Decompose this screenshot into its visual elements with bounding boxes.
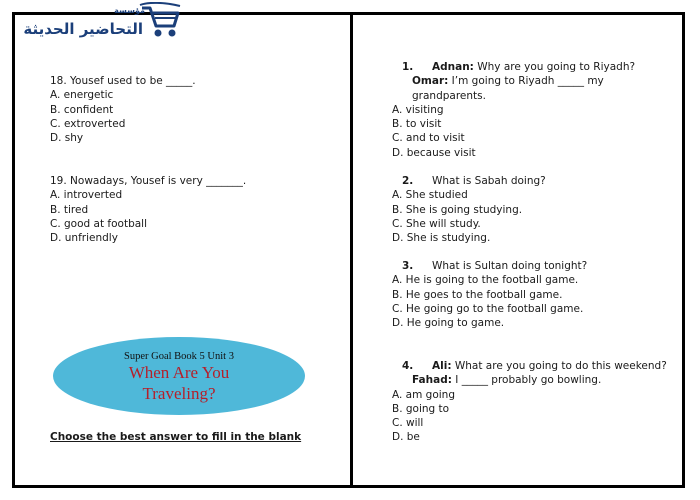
question-number: 1. — [402, 61, 414, 73]
question-prompt: What is Sultan doing tonight? — [432, 260, 588, 272]
answer-option: A. introverted — [50, 189, 123, 202]
question-2 — [392, 174, 546, 245]
question-1 — [392, 60, 635, 160]
speaker-name: Omar: — [412, 75, 449, 88]
question-number: 2. — [402, 175, 414, 187]
unit-title-banner — [53, 337, 305, 415]
series-label: Super Goal Book 5 Unit 3 — [124, 351, 234, 362]
column-divider — [350, 12, 353, 488]
answer-option: A. She studied — [392, 189, 468, 202]
answer-option: A. visiting — [392, 103, 444, 116]
question-18 — [50, 74, 196, 145]
answer-option: D. She is studying. — [392, 232, 491, 245]
answer-option: D. unfriendly — [50, 232, 118, 245]
dialogue-line: What are you going to do this weekend? — [451, 360, 667, 372]
logo-subtext: مؤسسة — [114, 6, 145, 15]
answer-option: B. going to — [392, 402, 450, 415]
question-19 — [50, 174, 246, 245]
dialogue-line: grandparents. — [412, 89, 486, 102]
answer-option: D. He going to game. — [392, 317, 505, 330]
question-3 — [392, 259, 587, 330]
question-number: 4. — [402, 360, 414, 372]
unit-title-line-2: Traveling? — [142, 384, 216, 403]
answer-option: A. am going — [392, 388, 455, 401]
answer-option: C. She will study. — [392, 217, 481, 230]
answer-option: A. energetic — [50, 89, 114, 102]
cart-logo-icon — [138, 2, 182, 42]
answer-option: B. tired — [50, 203, 89, 216]
answer-option: B. She is going studying. — [392, 203, 523, 216]
answer-option: A. He is going to the football game. — [392, 274, 579, 287]
publisher-logo — [0, 0, 185, 44]
instruction-text: Choose the best answer to fill in the blank — [50, 431, 302, 443]
answer-option: C. and to visit — [392, 132, 465, 145]
question-prompt: 18. Yousef used to be _____. — [50, 75, 196, 87]
speaker-name: Adnan: — [432, 61, 474, 73]
answer-option: D. because visit — [392, 146, 476, 159]
question-4 — [392, 359, 667, 445]
answer-option: C. extroverted — [50, 117, 126, 130]
answer-option: C. will — [392, 417, 424, 430]
unit-title-line-1: When Are You — [128, 363, 230, 382]
logo-text: التحاضير الحديثة — [23, 20, 143, 38]
answer-option: B. to visit — [392, 118, 442, 131]
answer-option: D. be — [392, 431, 420, 444]
dialogue-line: Why are you going to Riyadh? — [473, 61, 636, 73]
question-number: 3. — [402, 260, 414, 272]
speaker-name: Fahad: — [412, 374, 452, 387]
answer-option: B. confident — [50, 103, 114, 116]
answer-option: B. He goes to the football game. — [392, 288, 563, 301]
answer-option: C. good at football — [50, 217, 148, 230]
speaker-name: Ali: — [432, 360, 452, 372]
question-prompt: 19. Nowadays, Yousef is very _______. — [50, 175, 247, 187]
dialogue-line: I’m going to Riyadh _____ my — [448, 75, 604, 88]
answer-option: C. He going go to the football game. — [392, 302, 584, 315]
question-prompt: What is Sabah doing? — [432, 175, 546, 187]
answer-option: D. shy — [50, 132, 84, 145]
dialogue-line: I _____ probably go bowling. — [451, 374, 602, 387]
